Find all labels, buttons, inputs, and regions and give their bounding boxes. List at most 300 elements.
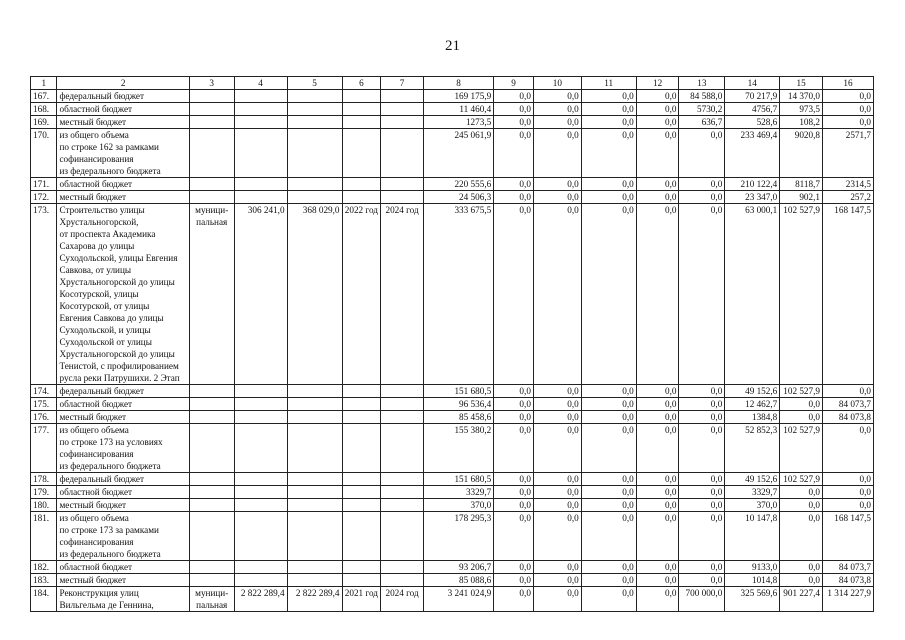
row-value: [234, 116, 287, 129]
row-value: 0,0: [494, 473, 534, 486]
row-year: [342, 103, 381, 116]
row-value: 0,0: [636, 512, 679, 561]
row-value: 0,0: [581, 103, 636, 116]
row-value: [234, 424, 287, 473]
row-year: 2024 год: [381, 587, 424, 612]
row-number: 170.: [31, 129, 57, 178]
row-value: 0,0: [636, 486, 679, 499]
row-value: 0,0: [494, 424, 534, 473]
row-value: 0,0: [636, 116, 679, 129]
header-cell: 11: [581, 77, 636, 90]
header-cell: 6: [342, 77, 381, 90]
row-value: 108,2: [780, 116, 823, 129]
row-value: [234, 90, 287, 103]
row-value: 2314,5: [823, 178, 874, 191]
row-value: 0,0: [494, 398, 534, 411]
row-value: 0,0: [494, 178, 534, 191]
row-type: [189, 116, 234, 129]
row-value: [287, 473, 342, 486]
row-value: 0,0: [581, 204, 636, 385]
row-value: [287, 385, 342, 398]
row-value: [287, 486, 342, 499]
row-name: местный бюджет: [57, 116, 189, 129]
row-year: [381, 116, 424, 129]
row-value: 0,0: [494, 103, 534, 116]
row-value: 1014,8: [725, 574, 780, 587]
row-value: 0,0: [679, 398, 725, 411]
header-cell: 5: [287, 77, 342, 90]
row-year: [342, 116, 381, 129]
row-value: 0,0: [494, 574, 534, 587]
row-value: 3329,7: [725, 486, 780, 499]
row-value: 169 175,9: [423, 90, 493, 103]
row-value: 151 680,5: [423, 385, 493, 398]
row-value: 0,0: [533, 385, 581, 398]
row-value: 0,0: [494, 385, 534, 398]
table-row: [31, 499, 874, 512]
header-cell: 4: [234, 77, 287, 90]
row-type: [189, 424, 234, 473]
header-cell: 1: [31, 77, 57, 90]
row-value: 0,0: [636, 90, 679, 103]
row-value: 2 822 289,4: [287, 587, 342, 612]
row-value: 0,0: [494, 411, 534, 424]
row-value: 0,0: [679, 473, 725, 486]
table-row: [31, 424, 874, 473]
row-year: [342, 398, 381, 411]
row-value: 0,0: [636, 191, 679, 204]
row-value: 0,0: [780, 486, 823, 499]
row-value: 0,0: [636, 587, 679, 612]
page-number: 21: [445, 38, 460, 54]
row-type: [189, 129, 234, 178]
row-value: 1384,8: [725, 411, 780, 424]
row-value: 0,0: [636, 178, 679, 191]
row-type: [189, 178, 234, 191]
row-value: [287, 574, 342, 587]
row-value: 0,0: [581, 473, 636, 486]
row-year: [381, 191, 424, 204]
row-value: 0,0: [494, 129, 534, 178]
table-row: [31, 587, 874, 612]
row-value: 0,0: [679, 178, 725, 191]
row-type: [189, 499, 234, 512]
row-value: 0,0: [581, 116, 636, 129]
table-row: [31, 398, 874, 411]
row-value: 0,0: [581, 398, 636, 411]
row-value: 3 241 024,9: [423, 587, 493, 612]
row-value: [287, 398, 342, 411]
row-number: 182.: [31, 561, 57, 574]
row-value: 0,0: [636, 561, 679, 574]
row-value: 0,0: [679, 191, 725, 204]
row-value: 0,0: [533, 178, 581, 191]
row-value: 0,0: [533, 561, 581, 574]
row-number: 176.: [31, 411, 57, 424]
row-value: [287, 499, 342, 512]
row-name: местный бюджет: [57, 499, 189, 512]
row-value: 636,7: [679, 116, 725, 129]
row-year: [342, 385, 381, 398]
table-row: [31, 561, 874, 574]
row-value: 0,0: [636, 129, 679, 178]
row-value: [234, 103, 287, 116]
row-value: 102 527,9: [780, 424, 823, 473]
row-value: 0,0: [533, 486, 581, 499]
row-value: 93 206,7: [423, 561, 493, 574]
row-name: областной бюджет: [57, 398, 189, 411]
row-name: областной бюджет: [57, 486, 189, 499]
row-value: 0,0: [494, 499, 534, 512]
row-value: 220 555,6: [423, 178, 493, 191]
header-cell: 9: [494, 77, 534, 90]
row-value: 257,2: [823, 191, 874, 204]
row-value: 0,0: [533, 512, 581, 561]
row-value: 0,0: [823, 473, 874, 486]
row-type: [189, 486, 234, 499]
row-value: 245 061,9: [423, 129, 493, 178]
row-value: 5730,2: [679, 103, 725, 116]
row-year: [381, 129, 424, 178]
row-value: [234, 499, 287, 512]
table-row: [31, 574, 874, 587]
row-year: [342, 411, 381, 424]
row-value: 23 347,0: [725, 191, 780, 204]
row-value: 9133,0: [725, 561, 780, 574]
row-value: 84 073,8: [823, 574, 874, 587]
table-row: [31, 411, 874, 424]
row-number: 177.: [31, 424, 57, 473]
row-value: 902,1: [780, 191, 823, 204]
row-type: [189, 90, 234, 103]
row-value: [234, 486, 287, 499]
row-year: [381, 512, 424, 561]
row-name: из общего объема по строке 162 за рамками софинансирования из федерального бюджета: [57, 129, 189, 178]
row-value: 210 122,4: [725, 178, 780, 191]
table-row: [31, 486, 874, 499]
row-value: [287, 129, 342, 178]
row-year: [342, 424, 381, 473]
row-year: [342, 512, 381, 561]
row-value: 102 527,9: [780, 473, 823, 486]
row-value: 0,0: [581, 574, 636, 587]
row-name: областной бюджет: [57, 103, 189, 116]
row-value: 0,0: [533, 424, 581, 473]
row-value: 0,0: [581, 90, 636, 103]
row-value: 0,0: [494, 587, 534, 612]
header-cell: 2: [57, 77, 189, 90]
table-row: [31, 473, 874, 486]
header-cell: 16: [823, 77, 874, 90]
row-value: 0,0: [494, 561, 534, 574]
row-value: 0,0: [823, 424, 874, 473]
row-type: [189, 574, 234, 587]
row-number: 167.: [31, 90, 57, 103]
header-row: [31, 77, 874, 90]
row-value: 528,6: [725, 116, 780, 129]
row-value: 0,0: [533, 116, 581, 129]
row-year: [342, 574, 381, 587]
row-value: 0,0: [533, 499, 581, 512]
row-value: [234, 178, 287, 191]
row-value: 0,0: [494, 512, 534, 561]
table-row: [31, 116, 874, 129]
row-year: [381, 574, 424, 587]
row-value: 0,0: [636, 499, 679, 512]
row-value: 0,0: [823, 486, 874, 499]
row-year: [381, 486, 424, 499]
row-type: муници- пальная: [189, 587, 234, 612]
row-value: 2 822 289,4: [234, 587, 287, 612]
row-value: 0,0: [636, 385, 679, 398]
header-cell: 12: [636, 77, 679, 90]
row-type: [189, 385, 234, 398]
row-name: местный бюджет: [57, 574, 189, 587]
row-value: 0,0: [679, 385, 725, 398]
header-cell: 3: [189, 77, 234, 90]
table-row: [31, 178, 874, 191]
table-row: [31, 512, 874, 561]
row-value: 70 217,9: [725, 90, 780, 103]
row-name: из общего объема по строке 173 за рамками софинансирования из федерального бюджета: [57, 512, 189, 561]
row-value: 0,0: [533, 90, 581, 103]
row-type: [189, 561, 234, 574]
row-value: 2571,7: [823, 129, 874, 178]
row-type: муници- пальная: [189, 204, 234, 385]
row-value: 370,0: [423, 499, 493, 512]
row-year: [342, 499, 381, 512]
row-value: 0,0: [533, 398, 581, 411]
row-value: 102 527,9: [780, 204, 823, 385]
row-year: [342, 561, 381, 574]
row-value: 0,0: [581, 587, 636, 612]
row-value: 0,0: [581, 424, 636, 473]
row-value: [234, 191, 287, 204]
table-row: [31, 129, 874, 178]
table-row: [31, 204, 874, 385]
row-value: [234, 574, 287, 587]
row-number: 180.: [31, 499, 57, 512]
row-value: 306 241,0: [234, 204, 287, 385]
row-value: 0,0: [581, 499, 636, 512]
row-value: 84 073,8: [823, 411, 874, 424]
header-cell: 13: [679, 77, 725, 90]
row-value: 168 147,5: [823, 204, 874, 385]
row-value: 0,0: [636, 424, 679, 473]
row-year: [381, 411, 424, 424]
row-value: 96 536,4: [423, 398, 493, 411]
row-year: [381, 385, 424, 398]
row-name: федеральный бюджет: [57, 90, 189, 103]
row-value: [287, 191, 342, 204]
row-year: [381, 561, 424, 574]
row-value: 973,5: [780, 103, 823, 116]
row-value: 0,0: [636, 411, 679, 424]
row-value: 0,0: [581, 411, 636, 424]
row-year: 2024 год: [381, 204, 424, 385]
header-cell: 7: [381, 77, 424, 90]
row-value: [234, 398, 287, 411]
row-value: 901 227,4: [780, 587, 823, 612]
row-value: 0,0: [581, 385, 636, 398]
row-value: 0,0: [780, 512, 823, 561]
row-value: 0,0: [494, 486, 534, 499]
row-value: 0,0: [679, 512, 725, 561]
row-value: 8118,7: [780, 178, 823, 191]
row-type: [189, 411, 234, 424]
row-type: [189, 473, 234, 486]
row-number: 172.: [31, 191, 57, 204]
row-value: 0,0: [533, 587, 581, 612]
row-value: 0,0: [823, 499, 874, 512]
row-value: [287, 561, 342, 574]
row-value: [287, 103, 342, 116]
row-number: 183.: [31, 574, 57, 587]
row-number: 174.: [31, 385, 57, 398]
row-year: [342, 191, 381, 204]
row-value: 0,0: [533, 411, 581, 424]
row-value: 0,0: [780, 398, 823, 411]
row-value: 14 370,0: [780, 90, 823, 103]
row-value: [234, 473, 287, 486]
row-value: 0,0: [636, 103, 679, 116]
row-number: 181.: [31, 512, 57, 561]
row-year: [342, 486, 381, 499]
row-value: 0,0: [533, 574, 581, 587]
row-name: областной бюджет: [57, 178, 189, 191]
row-type: [189, 103, 234, 116]
row-value: 0,0: [494, 116, 534, 129]
table-row: [31, 191, 874, 204]
row-value: 0,0: [533, 204, 581, 385]
row-value: [234, 129, 287, 178]
row-name: местный бюджет: [57, 191, 189, 204]
row-value: 0,0: [533, 473, 581, 486]
row-value: 4756,7: [725, 103, 780, 116]
row-year: 2022 год: [342, 204, 381, 385]
row-value: 0,0: [533, 103, 581, 116]
row-value: 0,0: [780, 574, 823, 587]
row-value: 24 506,3: [423, 191, 493, 204]
row-value: 0,0: [780, 561, 823, 574]
row-value: 0,0: [780, 499, 823, 512]
row-year: [381, 424, 424, 473]
row-value: 1 314 227,9: [823, 587, 874, 612]
row-value: 9020,8: [780, 129, 823, 178]
row-value: 10 147,8: [725, 512, 780, 561]
row-value: 368 029,0: [287, 204, 342, 385]
row-value: 0,0: [581, 486, 636, 499]
row-number: 179.: [31, 486, 57, 499]
row-value: 0,0: [679, 204, 725, 385]
row-value: 1273,5: [423, 116, 493, 129]
row-type: [189, 512, 234, 561]
row-number: 169.: [31, 116, 57, 129]
row-value: 3329,7: [423, 486, 493, 499]
row-value: 52 852,3: [725, 424, 780, 473]
row-value: 333 675,5: [423, 204, 493, 385]
row-value: 0,0: [780, 411, 823, 424]
table-row: [31, 103, 874, 116]
row-value: 0,0: [679, 411, 725, 424]
row-value: [234, 411, 287, 424]
row-name: областной бюджет: [57, 561, 189, 574]
row-value: [287, 90, 342, 103]
row-value: 0,0: [679, 129, 725, 178]
row-value: [287, 424, 342, 473]
row-number: 168.: [31, 103, 57, 116]
header-cell: 10: [533, 77, 581, 90]
row-value: 11 460,4: [423, 103, 493, 116]
row-number: 171.: [31, 178, 57, 191]
row-value: 0,0: [494, 204, 534, 385]
row-value: 0,0: [823, 103, 874, 116]
row-year: [342, 473, 381, 486]
row-value: 0,0: [581, 561, 636, 574]
row-value: 370,0: [725, 499, 780, 512]
row-value: 0,0: [679, 499, 725, 512]
row-value: 0,0: [636, 204, 679, 385]
row-year: [381, 90, 424, 103]
row-year: [381, 499, 424, 512]
row-value: 85 088,6: [423, 574, 493, 587]
row-value: 0,0: [581, 129, 636, 178]
row-value: 0,0: [679, 424, 725, 473]
row-value: [287, 178, 342, 191]
row-year: [381, 178, 424, 191]
row-number: 173.: [31, 204, 57, 385]
row-value: 168 147,5: [823, 512, 874, 561]
row-name: из общего объема по строке 173 на условиях софинансирования из федерального бюджета: [57, 424, 189, 473]
table-row: [31, 385, 874, 398]
header-cell: 14: [725, 77, 780, 90]
row-value: 0,0: [494, 90, 534, 103]
row-year: [342, 178, 381, 191]
table-row: [31, 90, 874, 103]
row-year: 2021 год: [342, 587, 381, 612]
row-value: 0,0: [533, 191, 581, 204]
row-value: 233 469,4: [725, 129, 780, 178]
row-value: 85 458,6: [423, 411, 493, 424]
row-value: 0,0: [636, 398, 679, 411]
row-value: [287, 512, 342, 561]
row-value: 49 152,6: [725, 385, 780, 398]
row-type: [189, 191, 234, 204]
row-number: 175.: [31, 398, 57, 411]
row-value: 0,0: [636, 574, 679, 587]
row-value: 178 295,3: [423, 512, 493, 561]
row-value: 700 000,0: [679, 587, 725, 612]
header-cell: 8: [423, 77, 493, 90]
row-name: федеральный бюджет: [57, 473, 189, 486]
header-cell: 15: [780, 77, 823, 90]
row-value: 102 527,9: [780, 385, 823, 398]
row-value: 84 073,7: [823, 561, 874, 574]
row-value: [287, 116, 342, 129]
row-value: 0,0: [581, 512, 636, 561]
row-value: 151 680,5: [423, 473, 493, 486]
row-value: 0,0: [823, 385, 874, 398]
row-value: 0,0: [494, 191, 534, 204]
row-value: 325 569,6: [725, 587, 780, 612]
row-value: 155 380,2: [423, 424, 493, 473]
row-value: 84 073,7: [823, 398, 874, 411]
row-year: [342, 129, 381, 178]
row-value: 0,0: [679, 574, 725, 587]
row-value: 49 152,6: [725, 473, 780, 486]
row-name: федеральный бюджет: [57, 385, 189, 398]
row-year: [342, 90, 381, 103]
